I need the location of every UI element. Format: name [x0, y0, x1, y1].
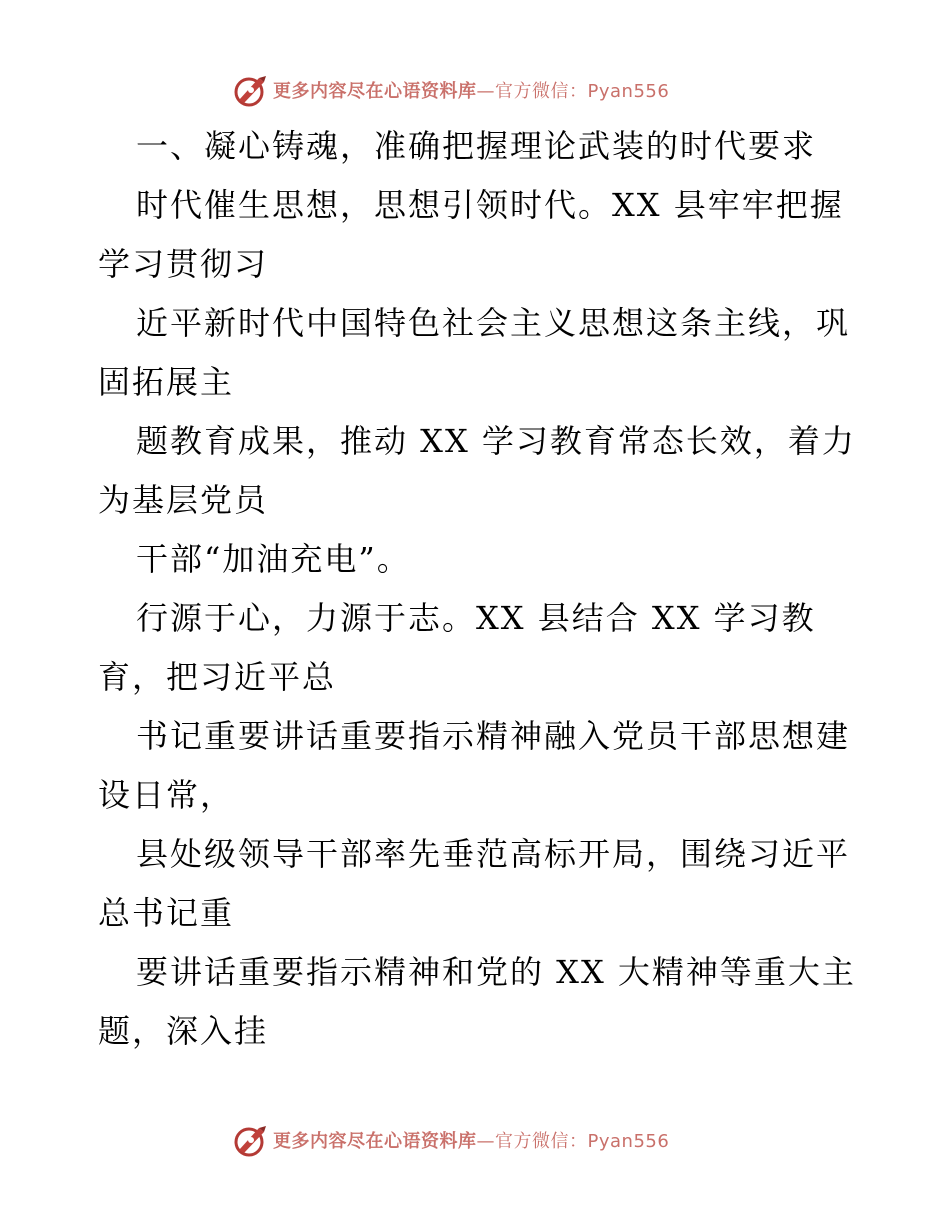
text-line: 近平新时代中国特色社会主义思想这条主线，巩 [136, 304, 851, 342]
watermark-suffix: —官方微信：Pyan556 [476, 1131, 670, 1152]
pen-logo-icon [233, 1122, 269, 1158]
text-line: 题教育成果，推动 XX 学习教育常态长效，着力 [136, 422, 856, 460]
watermark-suffix: —官方微信：Pyan556 [476, 81, 670, 102]
text-line: 学习贯彻习 [98, 245, 269, 283]
text-line: 县处级领导干部率先垂范高标开局，围绕习近平 [136, 835, 851, 873]
pen-logo-icon [233, 72, 269, 108]
text-line: 总书记重 [98, 894, 235, 932]
watermark-text [273, 77, 669, 103]
text-line: 设日常， [98, 776, 235, 814]
text-line: 固拓展主 [98, 363, 235, 401]
text-line: 育，把习近平总 [98, 658, 337, 696]
header-watermark [233, 70, 669, 110]
text-line: 时代催生思想，思想引领时代。XX 县牢牢把握 [136, 186, 844, 224]
watermark-brand: 更多内容尽在心语资料库 [273, 81, 477, 102]
footer-watermark [233, 1120, 669, 1160]
text-line: 书记重要讲话重要指示精神融入党员干部思想建 [136, 717, 851, 755]
text-line: 要讲话重要指示精神和党的 XX 大精神等重大主 [136, 953, 856, 991]
watermark-brand: 更多内容尽在心语资料库 [273, 1131, 477, 1152]
section-heading: 一、凝心铸魂，准确把握理论武装的时代要求 [136, 127, 817, 165]
watermark-text [273, 1127, 669, 1153]
text-line: 干部“加油充电”。 [136, 540, 411, 578]
text-line: 行源于心，力源于志。XX 县结合 XX 学习教 [136, 599, 816, 637]
text-line: 题，深入挂 [98, 1012, 269, 1050]
text-line: 为基层党员 [98, 481, 269, 519]
